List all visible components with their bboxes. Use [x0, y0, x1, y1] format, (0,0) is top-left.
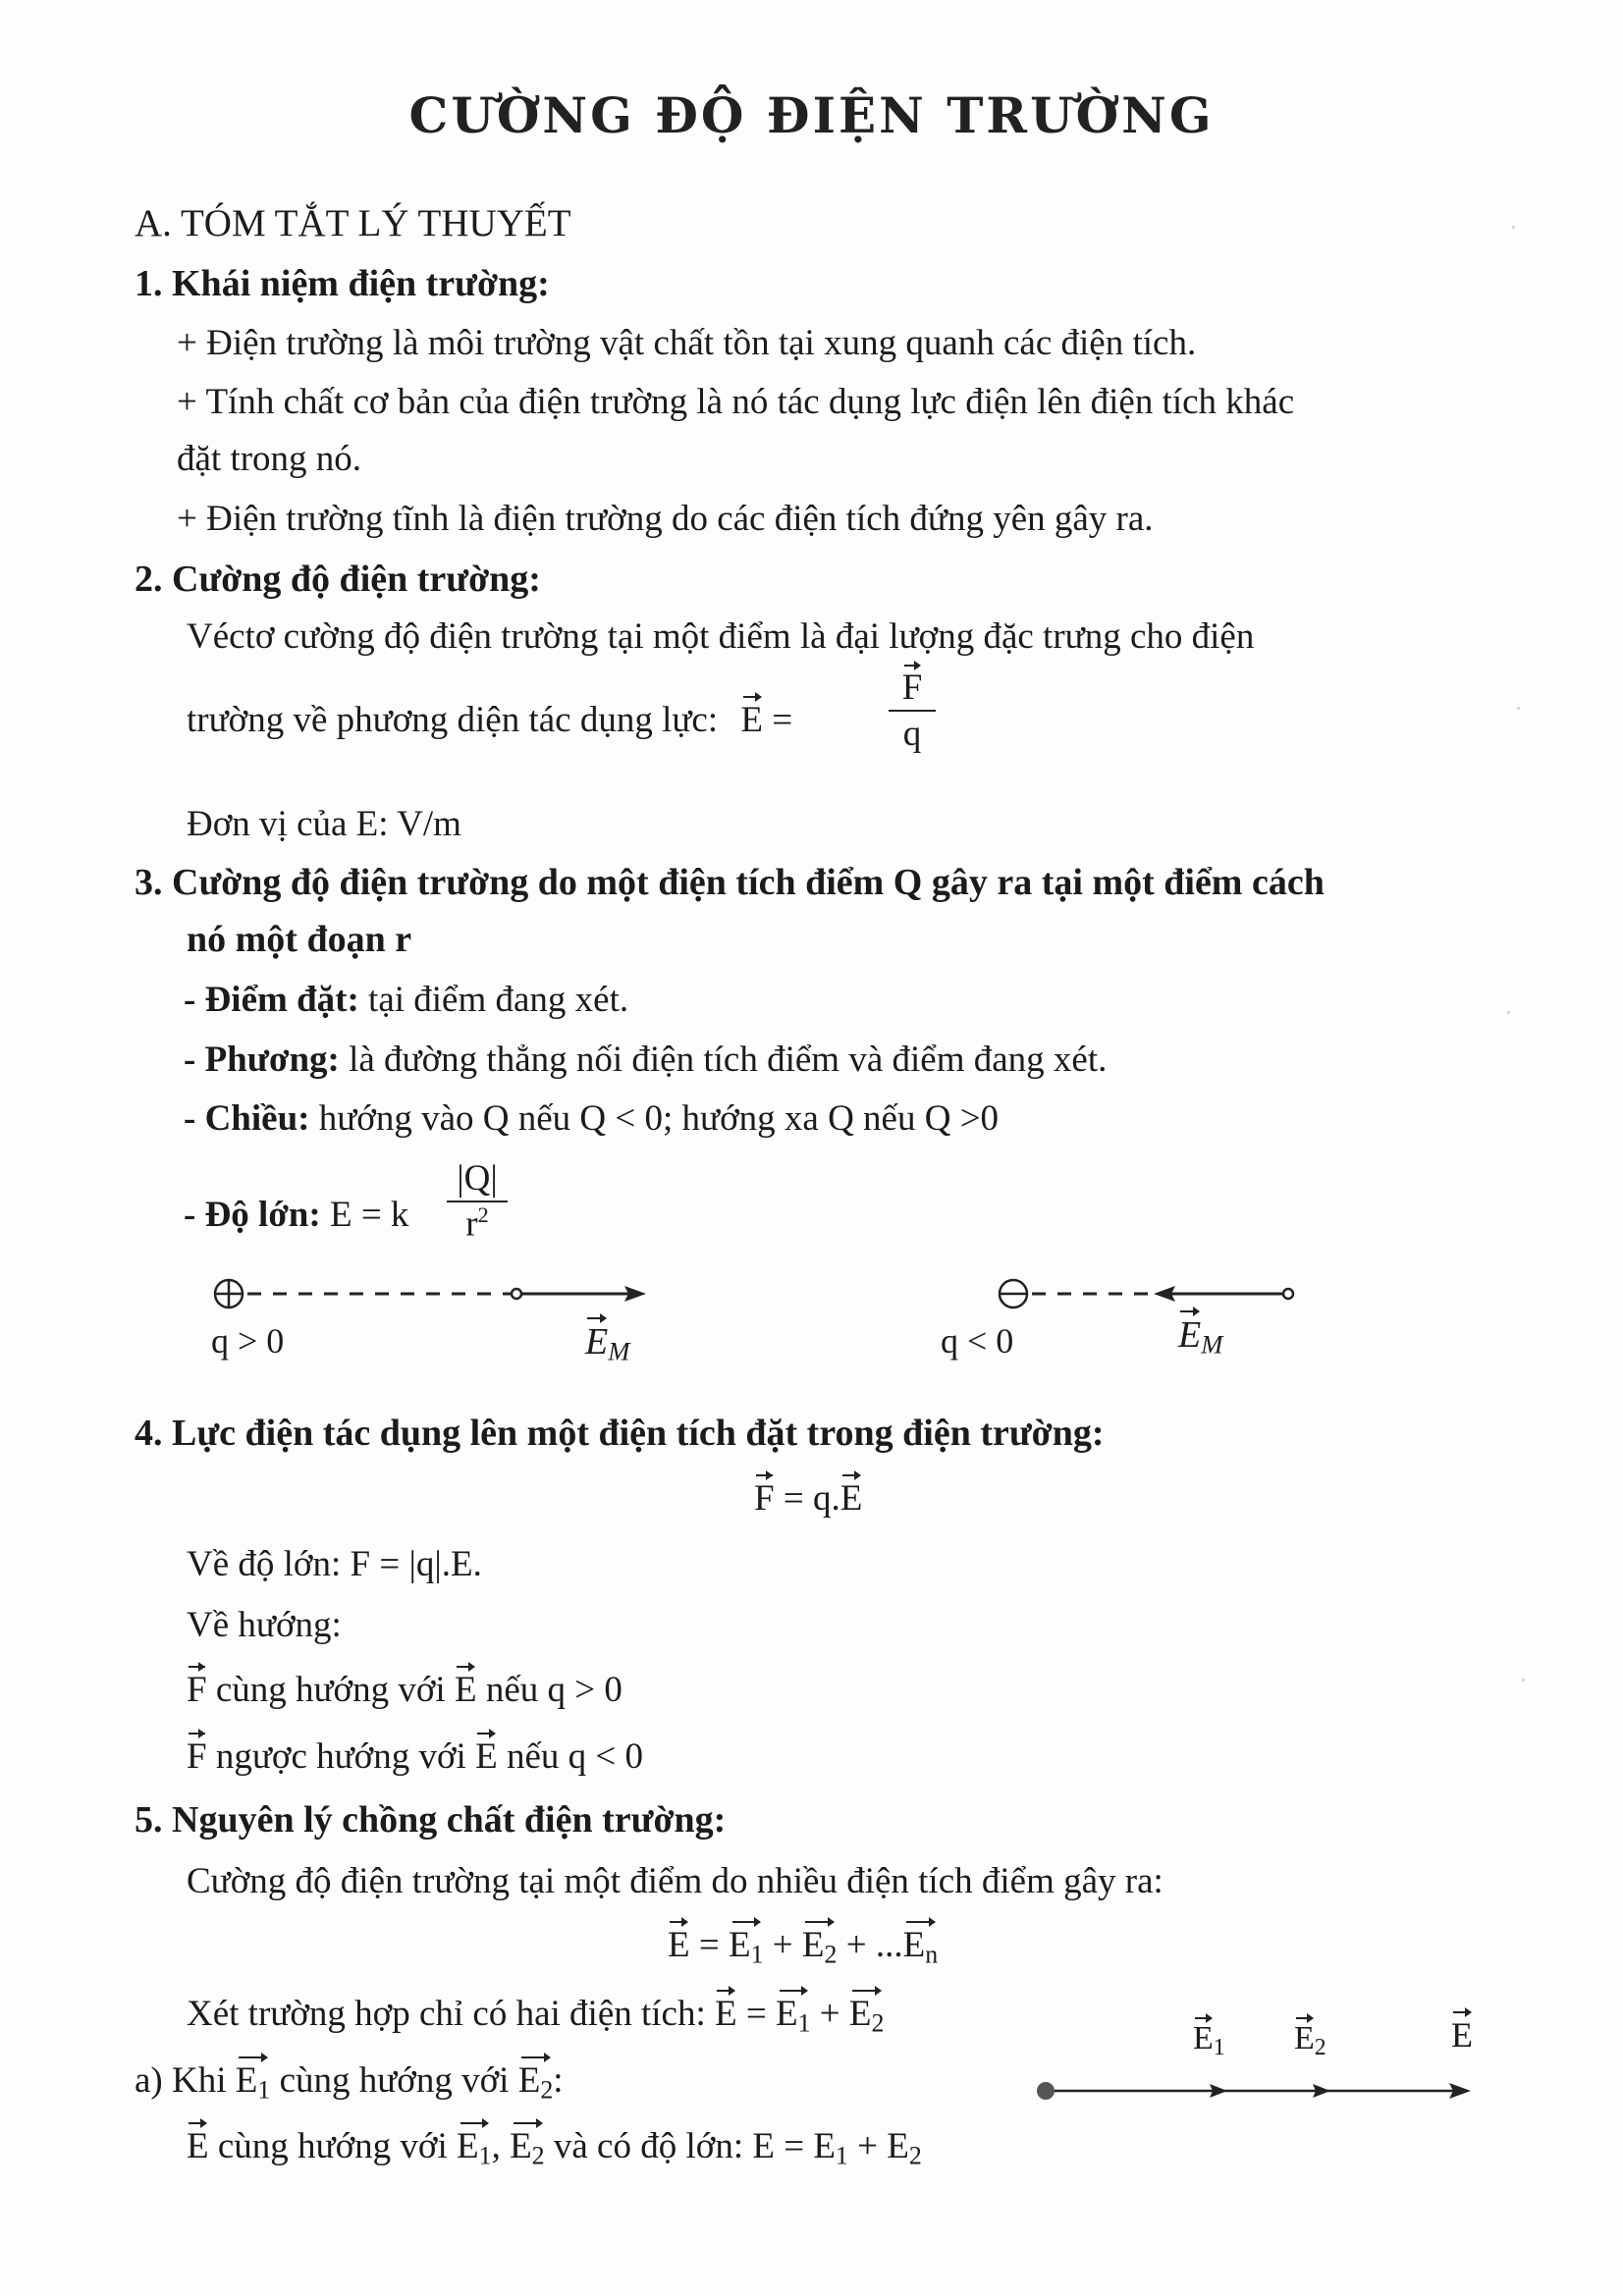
s5-last-mid: cùng hướng với — [208, 2126, 457, 2166]
fig-neg-label: q < 0 — [941, 1321, 1014, 1361]
s1-heading: 1. Khái niệm điện trường: — [135, 263, 550, 304]
s5-line-2-eq: = — [736, 1994, 776, 2034]
s4-case-2-end: nếu q < 0 — [497, 1736, 643, 1777]
s2-heading: 2. Cường độ điện trường: — [135, 559, 541, 600]
s4-case-1-end: nếu q > 0 — [476, 1670, 622, 1710]
s5-last-plus: + E — [847, 2126, 909, 2166]
vector-E-sum: E — [668, 1925, 690, 1965]
point-M-icon — [512, 1289, 521, 1299]
vector-E1-a-letter: E — [235, 2060, 258, 2101]
s3-point-1-label: - Điểm đặt: — [184, 980, 359, 1020]
s3-point-2-label: - Phương: — [184, 1040, 340, 1080]
vector-E2-a-letter: E — [517, 2060, 541, 2101]
vector-EM-E: E — [585, 1321, 609, 1362]
r-symbol: r — [465, 1202, 478, 1244]
s5-eq: = — [689, 1925, 729, 1965]
vector-E2-letter: E — [801, 1925, 825, 1965]
s3-point-1 — [184, 979, 628, 1021]
negative-charge-field-diagram — [977, 1266, 1311, 1325]
s5-case-a-mid: cùng hướng với — [270, 2060, 518, 2101]
s1-line-3: + Điện trường tĩnh là điện trường do các điện tích đứng yên gây ra. — [177, 499, 1154, 539]
vector-E1-letter: E — [728, 1925, 751, 1965]
s2-line-1: Véctơ cường độ điện trường tại một điểm là đại lượng đặc trưng cho điện — [187, 616, 1255, 657]
vector-En — [903, 1924, 939, 1969]
s4-formula-rhs: = q. — [774, 1478, 840, 1519]
vector-E-last: E — [187, 2126, 209, 2166]
vector-E1-last-sub: 1 — [478, 2141, 492, 2170]
vector-E2-two-letter: E — [848, 1994, 872, 2034]
abs-Q-numerator: |Q| — [447, 1158, 508, 1202]
fig-E2-letter: E — [1294, 2020, 1315, 2056]
origin-point-icon — [1037, 2082, 1055, 2100]
scan-speck — [1512, 226, 1515, 229]
s4-case-2 — [187, 1735, 643, 1778]
s5-last-line — [187, 2125, 922, 2170]
vector-E1-last-letter: E — [457, 2126, 479, 2166]
s3-point-2-text: là đường thẳng nối điện tích điểm và điểm đang xét. — [339, 1040, 1108, 1080]
s2-line-2-text: trường về phương diện tác dụng lực: — [187, 700, 719, 740]
s5-last-E2-sub: 2 — [908, 2141, 922, 2170]
s4-formula — [754, 1477, 862, 1520]
vector-F-s4: F — [754, 1478, 775, 1519]
fig-E1-label — [1193, 2020, 1225, 2061]
vector-E-c1: E — [454, 1670, 477, 1710]
s1-line-2: + Tính chất cơ bản của điện trường là nó tác dụng lực điện lên điện tích khác — [177, 382, 1295, 422]
vector-F-c2: F — [187, 1736, 207, 1777]
s4-case-1 — [187, 1669, 622, 1711]
s4-case-2-mid: ngược hướng với — [206, 1736, 476, 1777]
vector-E-two: E — [715, 1994, 737, 2034]
fraction-Q-over-r2 — [447, 1158, 508, 1246]
fig-E1-sub: 1 — [1213, 2034, 1225, 2060]
fig-pos-EM — [585, 1320, 629, 1367]
vector-E: E — [740, 700, 763, 740]
s3-point-2 — [184, 1039, 1107, 1081]
s5-last-comma: , — [491, 2126, 511, 2166]
s3-heading-2: nó một đoạn r — [187, 919, 412, 960]
s3-heading: 3. Cường độ điện trường do một điện tích điểm Q gây ra tại một điểm cách — [135, 862, 1325, 903]
fig-E2-sub: 2 — [1314, 2034, 1326, 2060]
q-denominator: q — [902, 713, 922, 754]
vector-E1-two-letter: E — [775, 1994, 798, 2034]
vector-En-letter: E — [902, 1925, 926, 1965]
vector-E2-two-sub: 2 — [871, 2008, 885, 2038]
s5-case-a — [135, 2059, 564, 2105]
s5-last-E1-sub: 1 — [835, 2141, 848, 2170]
fig-E-label — [1451, 2014, 1473, 2056]
s2-unit: Đơn vị của E: V/m — [187, 804, 461, 844]
s1-line-1: + Điện trường là môi trường vật chất tồn tại xung quanh các điện tích. — [177, 323, 1197, 363]
equals-sign: = — [772, 700, 793, 740]
vector-E-c2: E — [475, 1736, 498, 1777]
s4-heading: 4. Lực điện tác dụng lên một điện tích đặt trong điện trường: — [135, 1413, 1105, 1454]
exponent-2: 2 — [477, 1201, 489, 1227]
vector-E2-two — [849, 1993, 885, 2038]
s3-point-4-label: - Độ lớn: — [184, 1195, 321, 1235]
fraction-F-over-q — [889, 667, 936, 757]
superposition-arrows-diagram — [1031, 2071, 1483, 2110]
scan-speck — [1507, 1011, 1510, 1014]
page-title: CƯỜNG ĐỘ ĐIỆN TRƯỜNG — [408, 86, 1215, 144]
s5-dots: + ... — [837, 1925, 903, 1965]
s3-point-1-text: tại điểm đang xét. — [358, 980, 629, 1020]
scan-speck — [1517, 707, 1520, 710]
vector-F: F — [901, 667, 923, 708]
vector-E-s4: E — [839, 1478, 863, 1519]
s3-point-4 — [184, 1194, 408, 1236]
positive-charge-field-diagram — [196, 1266, 668, 1325]
vector-E1-last — [457, 2125, 492, 2170]
s5-plus: + — [763, 1925, 802, 1965]
vector-E1-a — [236, 2059, 271, 2105]
fig-E2-label — [1294, 2020, 1326, 2061]
vector-E1-a-sub: 1 — [257, 2075, 271, 2105]
vector-E2 — [802, 1924, 838, 1969]
vector-E2-last — [510, 2125, 545, 2170]
vector-EM-neg-sub: M — [1201, 1329, 1223, 1360]
scan-speck — [1522, 1679, 1525, 1682]
s2-line-2 — [187, 699, 792, 741]
s5-case-a-label: a) Khi — [135, 2060, 236, 2101]
fig-pos-label: q > 0 — [211, 1321, 285, 1361]
vector-E2-last-letter: E — [510, 2126, 532, 2166]
vector-E2-a — [518, 2059, 554, 2105]
s4-magnitude: Về độ lớn: F = |q|.E. — [187, 1544, 482, 1584]
s5-line-2-text: Xét trường hợp chỉ có hai điện tích: — [187, 1994, 715, 2034]
fig-E1-letter: E — [1193, 2020, 1214, 2056]
vector-E1-two — [776, 1993, 811, 2038]
s5-superposition-formula — [668, 1924, 938, 1969]
section-a-heading: A. TÓM TẮT LÝ THUYẾT — [135, 202, 571, 244]
s3-point-3-text: hướng vào Q nếu Q < 0; hướng xa Q nếu Q >0 — [309, 1098, 1000, 1139]
s3-point-3-label: - Chiều: — [184, 1098, 310, 1139]
vector-E1-two-sub: 1 — [797, 2008, 811, 2038]
s5-line-1: Cường độ điện trường tại một điểm do nhiều điện tích điểm gây ra: — [187, 1861, 1163, 1901]
s5-line-2 — [187, 1993, 884, 2038]
s3-point-4-lhs: E = k — [320, 1195, 409, 1235]
vector-En-sub: n — [925, 1940, 939, 1969]
point-M-neg-icon — [1283, 1289, 1293, 1299]
s4-direction: Về hướng: — [187, 1605, 342, 1645]
s5-case-a-end: : — [553, 2060, 564, 2101]
fig-neg-EM — [1178, 1313, 1222, 1361]
s3-point-3 — [184, 1097, 999, 1140]
vector-EM-sub: M — [608, 1336, 630, 1366]
vector-EM-neg-E: E — [1178, 1314, 1202, 1356]
s5-heading: 5. Nguyên lý chồng chất điện trường: — [135, 1799, 727, 1841]
vector-E1-sub: 1 — [750, 1940, 764, 1969]
vector-E2-a-sub: 2 — [540, 2075, 554, 2105]
s1-line-2b: đặt trong nó. — [177, 439, 362, 479]
vector-F-c1: F — [187, 1670, 207, 1710]
s4-case-1-mid: cùng hướng với — [206, 1670, 455, 1710]
vector-E2-last-sub: 2 — [531, 2141, 545, 2170]
vector-E1 — [729, 1924, 764, 1969]
s5-last-end: và có độ lớn: E = E — [544, 2126, 836, 2166]
r-squared-denominator — [447, 1202, 508, 1247]
vector-E2-sub: 2 — [824, 1940, 838, 1969]
s5-line-2-plus: + — [810, 1994, 849, 2034]
fig-E-letter: E — [1451, 2015, 1473, 2055]
